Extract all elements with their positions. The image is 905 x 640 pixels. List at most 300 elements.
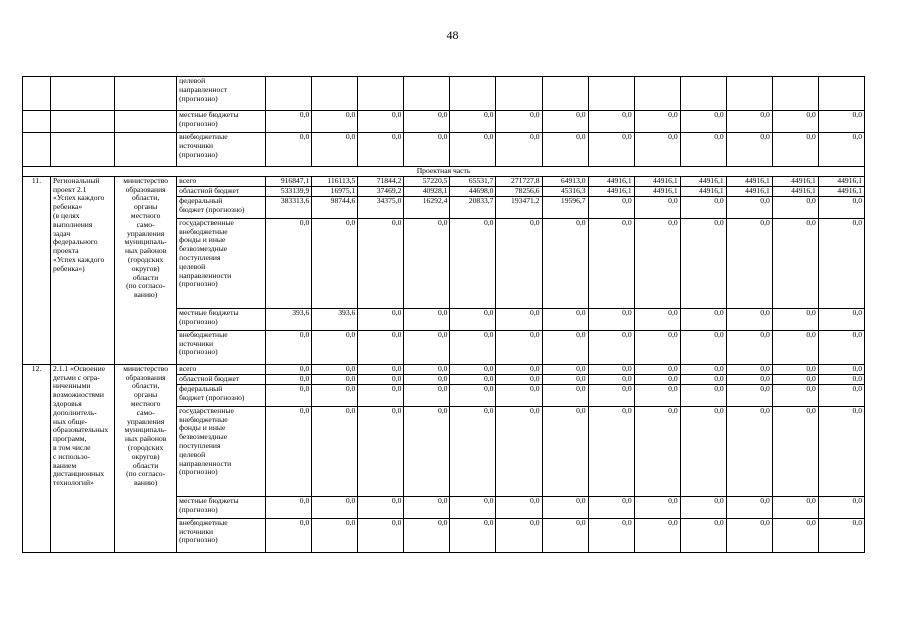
value-cell: 0,0 xyxy=(588,364,634,374)
text-line: местного xyxy=(130,210,161,220)
text-line: (прогнозно) xyxy=(179,467,218,477)
text-line: местные бюджеты xyxy=(179,308,239,317)
text-line: фонды и иные xyxy=(179,235,226,245)
value-cell: 0,0 xyxy=(680,518,726,552)
value-cell: 0,0 xyxy=(450,218,496,308)
value-cell: 0,0 xyxy=(358,330,404,364)
text-line: (прогнозно) xyxy=(179,279,218,289)
value-cell: 0,0 xyxy=(358,384,404,406)
value-cell: 0,0 xyxy=(542,330,588,364)
value-cell: 0,0 xyxy=(588,496,634,518)
value-cell: 0,0 xyxy=(588,384,634,406)
value-cell: 0,0 xyxy=(634,196,680,218)
value-cell: 0,0 xyxy=(818,218,864,308)
value-cell: 0,0 xyxy=(680,196,726,218)
table-row xyxy=(23,111,865,133)
value-cell: 533139,9 xyxy=(266,186,312,196)
value-cell xyxy=(450,77,496,111)
text-line: внебюджетные xyxy=(179,414,228,424)
text-line: бюджет (прогнозно) xyxy=(179,204,245,214)
text-line: направленност xyxy=(179,84,228,94)
text-line: в том числе xyxy=(53,442,91,452)
value-cell: 0,0 xyxy=(634,406,680,496)
text-line: само- xyxy=(136,407,155,417)
value-cell: 71844,2 xyxy=(358,176,404,186)
value-cell: 0,0 xyxy=(450,496,496,518)
text-line: образования xyxy=(125,184,166,194)
value-cell: 0,0 xyxy=(818,384,864,406)
text-line: области, xyxy=(131,381,160,391)
value-cell: 0,0 xyxy=(312,111,358,133)
text-line: федеральный xyxy=(179,384,223,393)
text-line: федерального xyxy=(53,237,98,247)
value-cell: 0,0 xyxy=(588,111,634,133)
value-cell: 44916,1 xyxy=(680,176,726,186)
value-cell: 0,0 xyxy=(818,111,864,133)
value-cell: 19596,7 xyxy=(542,196,588,218)
value-cell: 0,0 xyxy=(266,384,312,406)
responsible-org xyxy=(115,176,177,364)
value-cell: 64913,0 xyxy=(542,176,588,186)
value-cell: 44916,1 xyxy=(634,176,680,186)
text-line: бюджет (прогнозно) xyxy=(179,392,245,402)
text-line: «Успех каждого xyxy=(53,254,105,264)
row-number: 12. xyxy=(23,364,51,552)
value-cell: 0,0 xyxy=(450,364,496,374)
value-cell: 44916,1 xyxy=(634,186,680,196)
text-line: целевой xyxy=(179,76,206,85)
value-cell: 0,0 xyxy=(358,111,404,133)
text-line: задач xyxy=(53,228,71,238)
text-line: ных обще- xyxy=(53,416,88,426)
funding-source-label xyxy=(177,196,266,218)
responsible-org-cell xyxy=(115,133,177,167)
row-number: 11. xyxy=(23,176,51,364)
text-line: управления xyxy=(126,228,165,238)
value-cell: 0,0 xyxy=(312,330,358,364)
value-cell: 0,0 xyxy=(542,364,588,374)
value-cell: 0,0 xyxy=(266,111,312,133)
text-line: внебюджетные xyxy=(179,226,228,236)
text-line: дополнитель- xyxy=(53,407,97,417)
value-cell: 0,0 xyxy=(588,133,634,167)
value-cell: 0,0 xyxy=(542,218,588,308)
value-cell: 0,0 xyxy=(818,196,864,218)
funding-source-label: областной бюджет xyxy=(177,374,266,384)
text-line: образования xyxy=(125,372,166,382)
value-cell: 37469,2 xyxy=(358,186,404,196)
value-cell xyxy=(634,77,680,111)
value-cell xyxy=(818,77,864,111)
value-cell: 0,0 xyxy=(818,308,864,330)
funding-source-label: всего xyxy=(177,176,266,186)
text-line: органы xyxy=(134,202,158,212)
funding-source-label: областной бюджет xyxy=(177,186,266,196)
text-line: ных районов xyxy=(124,246,167,256)
value-cell: 0,0 xyxy=(680,133,726,167)
value-cell: 0,0 xyxy=(404,406,450,496)
value-cell: 16975,1 xyxy=(312,186,358,196)
text-line: ванию) xyxy=(134,290,158,300)
value-cell: 0,0 xyxy=(680,384,726,406)
value-cell: 44916,1 xyxy=(772,186,818,196)
text-line: Региональный xyxy=(53,176,100,185)
value-cell: 0,0 xyxy=(358,518,404,552)
value-cell: 0,0 xyxy=(634,133,680,167)
text-line: местные бюджеты xyxy=(179,110,239,119)
text-line: (по согласо- xyxy=(126,469,166,479)
value-cell: 0,0 xyxy=(634,496,680,518)
value-cell: 0,0 xyxy=(542,496,588,518)
text-line: (прогнозно) xyxy=(179,347,218,357)
text-line: округов) xyxy=(131,263,160,273)
text-line: здоровья xyxy=(53,398,82,408)
value-cell: 0,0 xyxy=(542,406,588,496)
value-cell: 0,0 xyxy=(404,384,450,406)
text-line: безвозмездные xyxy=(179,244,228,254)
value-cell: 0,0 xyxy=(726,374,772,384)
text-line: (прогнозно) xyxy=(179,535,218,545)
text-line: ребенка») xyxy=(53,263,85,273)
value-cell: 0,0 xyxy=(588,518,634,552)
text-line: (прогнозно) xyxy=(179,118,218,128)
value-cell: 0,0 xyxy=(450,374,496,384)
value-cell: 0,0 xyxy=(588,330,634,364)
value-cell: 0,0 xyxy=(726,384,772,406)
value-cell: 0,0 xyxy=(496,406,542,496)
value-cell: 0,0 xyxy=(634,364,680,374)
value-cell: 0,0 xyxy=(496,384,542,406)
text-line: (прогнозно) xyxy=(179,504,218,514)
text-line: поступления xyxy=(179,252,221,262)
value-cell: 0,0 xyxy=(818,406,864,496)
text-line: целевой xyxy=(179,261,206,271)
value-cell: 44698,0 xyxy=(450,186,496,196)
funding-source-label xyxy=(177,308,266,330)
value-cell: 0,0 xyxy=(404,330,450,364)
funding-source-label xyxy=(177,77,266,111)
value-cell: 0,0 xyxy=(496,374,542,384)
value-cell: 0,0 xyxy=(680,308,726,330)
value-cell: 44916,1 xyxy=(772,176,818,186)
value-cell: 0,0 xyxy=(772,330,818,364)
responsible-org xyxy=(115,364,177,552)
funding-source-label xyxy=(177,518,266,552)
text-line: выполнения xyxy=(53,219,93,229)
text-line: (городских xyxy=(127,442,164,452)
text-line: образовательных xyxy=(53,425,109,435)
text-line: местные бюджеты xyxy=(179,496,239,505)
value-cell: 0,0 xyxy=(818,374,864,384)
value-cell: 0,0 xyxy=(542,111,588,133)
value-cell: 393,6 xyxy=(266,308,312,330)
value-cell xyxy=(358,77,404,111)
value-cell: 0,0 xyxy=(404,518,450,552)
value-cell xyxy=(266,77,312,111)
value-cell: 0,0 xyxy=(266,133,312,167)
value-cell: 0,0 xyxy=(634,384,680,406)
value-cell: 0,0 xyxy=(358,496,404,518)
text-line: проекта xyxy=(53,246,79,256)
text-line: проект 2.1 xyxy=(53,184,87,194)
value-cell: 0,0 xyxy=(266,374,312,384)
project-name-cell xyxy=(51,111,115,133)
value-cell: 0,0 xyxy=(818,364,864,374)
value-cell xyxy=(496,77,542,111)
value-cell: 0,0 xyxy=(266,406,312,496)
section-row xyxy=(23,167,865,177)
value-cell: 0,0 xyxy=(404,111,450,133)
value-cell: 0,0 xyxy=(588,308,634,330)
value-cell: 0,0 xyxy=(450,384,496,406)
value-cell: 0,0 xyxy=(680,374,726,384)
value-cell: 0,0 xyxy=(358,406,404,496)
value-cell: 44916,1 xyxy=(818,176,864,186)
value-cell: 0,0 xyxy=(404,133,450,167)
value-cell: 0,0 xyxy=(772,384,818,406)
value-cell: 0,0 xyxy=(772,374,818,384)
text-line: направленности xyxy=(179,270,232,280)
value-cell: 0,0 xyxy=(726,496,772,518)
text-line: области xyxy=(132,272,159,282)
row-number-cell xyxy=(23,77,51,111)
text-line: детьми с огра- xyxy=(53,372,100,382)
value-cell: 393,6 xyxy=(312,308,358,330)
value-cell: 0,0 xyxy=(726,218,772,308)
funding-source-label: всего xyxy=(177,364,266,374)
value-cell: 0,0 xyxy=(266,518,312,552)
value-cell: 0,0 xyxy=(772,518,818,552)
text-line: министерство xyxy=(123,176,169,185)
responsible-org-cell xyxy=(115,77,177,111)
value-cell: 916847,1 xyxy=(266,176,312,186)
value-cell: 45316,3 xyxy=(542,186,588,196)
value-cell: 0,0 xyxy=(404,308,450,330)
value-cell: 0,0 xyxy=(496,308,542,330)
value-cell: 0,0 xyxy=(358,374,404,384)
text-line: управления xyxy=(126,416,165,426)
text-line: (прогнозно) xyxy=(179,316,218,326)
value-cell: 98744,6 xyxy=(312,196,358,218)
value-cell: 0,0 xyxy=(312,384,358,406)
value-cell: 0,0 xyxy=(450,133,496,167)
value-cell: 271727,8 xyxy=(496,176,542,186)
value-cell: 0,0 xyxy=(496,133,542,167)
funding-source-label xyxy=(177,496,266,518)
text-line: (по согласо- xyxy=(126,281,166,291)
value-cell: 0,0 xyxy=(542,133,588,167)
text-line: ванием xyxy=(53,460,77,470)
funding-source-label xyxy=(177,111,266,133)
value-cell: 0,0 xyxy=(726,330,772,364)
text-line: возможностями xyxy=(53,390,104,400)
funding-source-label xyxy=(177,133,266,167)
value-cell: 0,0 xyxy=(312,133,358,167)
value-cell: 0,0 xyxy=(542,518,588,552)
value-cell: 57220,5 xyxy=(404,176,450,186)
value-cell: 0,0 xyxy=(634,218,680,308)
value-cell: 78256,6 xyxy=(496,186,542,196)
value-cell: 0,0 xyxy=(312,518,358,552)
value-cell: 0,0 xyxy=(634,330,680,364)
value-cell: 0,0 xyxy=(726,196,772,218)
table-row xyxy=(23,133,865,167)
value-cell: 0,0 xyxy=(726,518,772,552)
value-cell: 0,0 xyxy=(266,330,312,364)
text-line: области, xyxy=(131,193,160,203)
value-cell: 0,0 xyxy=(634,518,680,552)
text-line: (прогнозно) xyxy=(179,93,218,103)
text-line: ниченными xyxy=(53,381,91,391)
value-cell: 0,0 xyxy=(588,374,634,384)
text-line: «Успех каждого xyxy=(53,193,105,203)
value-cell: 16292,4 xyxy=(404,196,450,218)
section-title: Проектная часть xyxy=(23,167,865,177)
value-cell: 0,0 xyxy=(772,406,818,496)
text-line: источники xyxy=(179,140,214,150)
value-cell: 0,0 xyxy=(818,133,864,167)
value-cell: 0,0 xyxy=(266,496,312,518)
budget-table xyxy=(22,76,865,553)
value-cell: 0,0 xyxy=(680,406,726,496)
value-cell: 0,0 xyxy=(772,133,818,167)
value-cell: 0,0 xyxy=(312,406,358,496)
value-cell: 0,0 xyxy=(634,374,680,384)
value-cell: 0,0 xyxy=(450,330,496,364)
value-cell: 0,0 xyxy=(358,218,404,308)
value-cell: 0,0 xyxy=(772,308,818,330)
text-line: ванию) xyxy=(134,478,158,488)
value-cell: 383313,6 xyxy=(266,196,312,218)
value-cell: 0,0 xyxy=(404,374,450,384)
value-cell: 0,0 xyxy=(404,218,450,308)
funding-source-label xyxy=(177,406,266,496)
value-cell: 44916,1 xyxy=(818,186,864,196)
budget-table-body xyxy=(23,77,865,553)
page-number: 48 xyxy=(446,28,459,42)
value-cell: 0,0 xyxy=(726,364,772,374)
funding-source-label xyxy=(177,384,266,406)
value-cell: 65531,7 xyxy=(450,176,496,186)
text-line: государственные xyxy=(179,406,234,415)
funding-source-label xyxy=(177,330,266,364)
value-cell: 44916,1 xyxy=(726,176,772,186)
value-cell: 0,0 xyxy=(404,496,450,518)
text-line: с использо- xyxy=(53,451,91,461)
value-cell: 0,0 xyxy=(726,406,772,496)
project-name xyxy=(51,176,115,364)
responsible-org-cell xyxy=(115,111,177,133)
table-row xyxy=(23,176,865,186)
value-cell: 0,0 xyxy=(358,133,404,167)
table-row xyxy=(23,77,865,111)
text-line: ных районов xyxy=(124,434,167,444)
value-cell: 0,0 xyxy=(680,111,726,133)
value-cell: 0,0 xyxy=(450,111,496,133)
text-line: (в целях xyxy=(53,210,80,220)
value-cell: 0,0 xyxy=(680,330,726,364)
text-line: фонды и иные xyxy=(179,423,226,433)
value-cell: 0,0 xyxy=(312,374,358,384)
value-cell: 0,0 xyxy=(496,218,542,308)
row-number-cell xyxy=(23,111,51,133)
value-cell: 0,0 xyxy=(772,218,818,308)
value-cell: 0,0 xyxy=(772,196,818,218)
text-line: муниципаль- xyxy=(124,425,167,435)
text-line: министерство xyxy=(123,364,169,373)
value-cell: 0,0 xyxy=(680,364,726,374)
value-cell: 20833,7 xyxy=(450,196,496,218)
row-number-cell xyxy=(23,133,51,167)
value-cell: 0,0 xyxy=(772,111,818,133)
value-cell xyxy=(726,77,772,111)
value-cell: 0,0 xyxy=(312,496,358,518)
value-cell: 44916,1 xyxy=(588,176,634,186)
value-cell xyxy=(312,77,358,111)
value-cell: 0,0 xyxy=(726,111,772,133)
value-cell: 0,0 xyxy=(312,364,358,374)
value-cell xyxy=(542,77,588,111)
value-cell: 0,0 xyxy=(542,384,588,406)
value-cell: 0,0 xyxy=(450,308,496,330)
text-line: поступления xyxy=(179,440,221,450)
value-cell: 0,0 xyxy=(588,218,634,308)
value-cell: 0,0 xyxy=(588,406,634,496)
text-line: (городских xyxy=(127,254,164,264)
text-line: целевой xyxy=(179,449,206,459)
project-name-cell xyxy=(51,77,115,111)
value-cell: 0,0 xyxy=(772,496,818,518)
value-cell: 0,0 xyxy=(726,133,772,167)
text-line: программ, xyxy=(53,434,87,444)
project-name-cell xyxy=(51,133,115,167)
value-cell: 0,0 xyxy=(358,364,404,374)
text-line: государственные xyxy=(179,218,234,227)
value-cell: 0,0 xyxy=(496,496,542,518)
value-cell: 44916,1 xyxy=(680,186,726,196)
value-cell: 0,0 xyxy=(404,364,450,374)
value-cell: 0,0 xyxy=(680,218,726,308)
text-line: 2.1.1 «Освоение xyxy=(53,364,106,373)
value-cell: 0,0 xyxy=(818,330,864,364)
text-line: федеральный xyxy=(179,196,223,205)
text-line: технологий» xyxy=(53,478,94,488)
table-row xyxy=(23,364,865,374)
text-line: источники xyxy=(179,338,214,348)
value-cell: 193471,2 xyxy=(496,196,542,218)
text-line: дистанционных xyxy=(53,469,105,479)
value-cell xyxy=(772,77,818,111)
text-line: безвозмездные xyxy=(179,432,228,442)
value-cell xyxy=(404,77,450,111)
value-cell: 0,0 xyxy=(634,111,680,133)
text-line: направленности xyxy=(179,458,232,468)
value-cell: 0,0 xyxy=(266,218,312,308)
value-cell xyxy=(588,77,634,111)
value-cell: 0,0 xyxy=(818,518,864,552)
text-line: области xyxy=(132,460,159,470)
value-cell: 40928,1 xyxy=(404,186,450,196)
value-cell: 0,0 xyxy=(634,308,680,330)
value-cell xyxy=(680,77,726,111)
value-cell: 44916,1 xyxy=(726,186,772,196)
value-cell: 34375,0 xyxy=(358,196,404,218)
text-line: органы xyxy=(134,390,158,400)
text-line: внебюджетные xyxy=(179,132,228,141)
value-cell: 0,0 xyxy=(358,308,404,330)
value-cell: 0,0 xyxy=(542,308,588,330)
value-cell: 116113,5 xyxy=(312,176,358,186)
